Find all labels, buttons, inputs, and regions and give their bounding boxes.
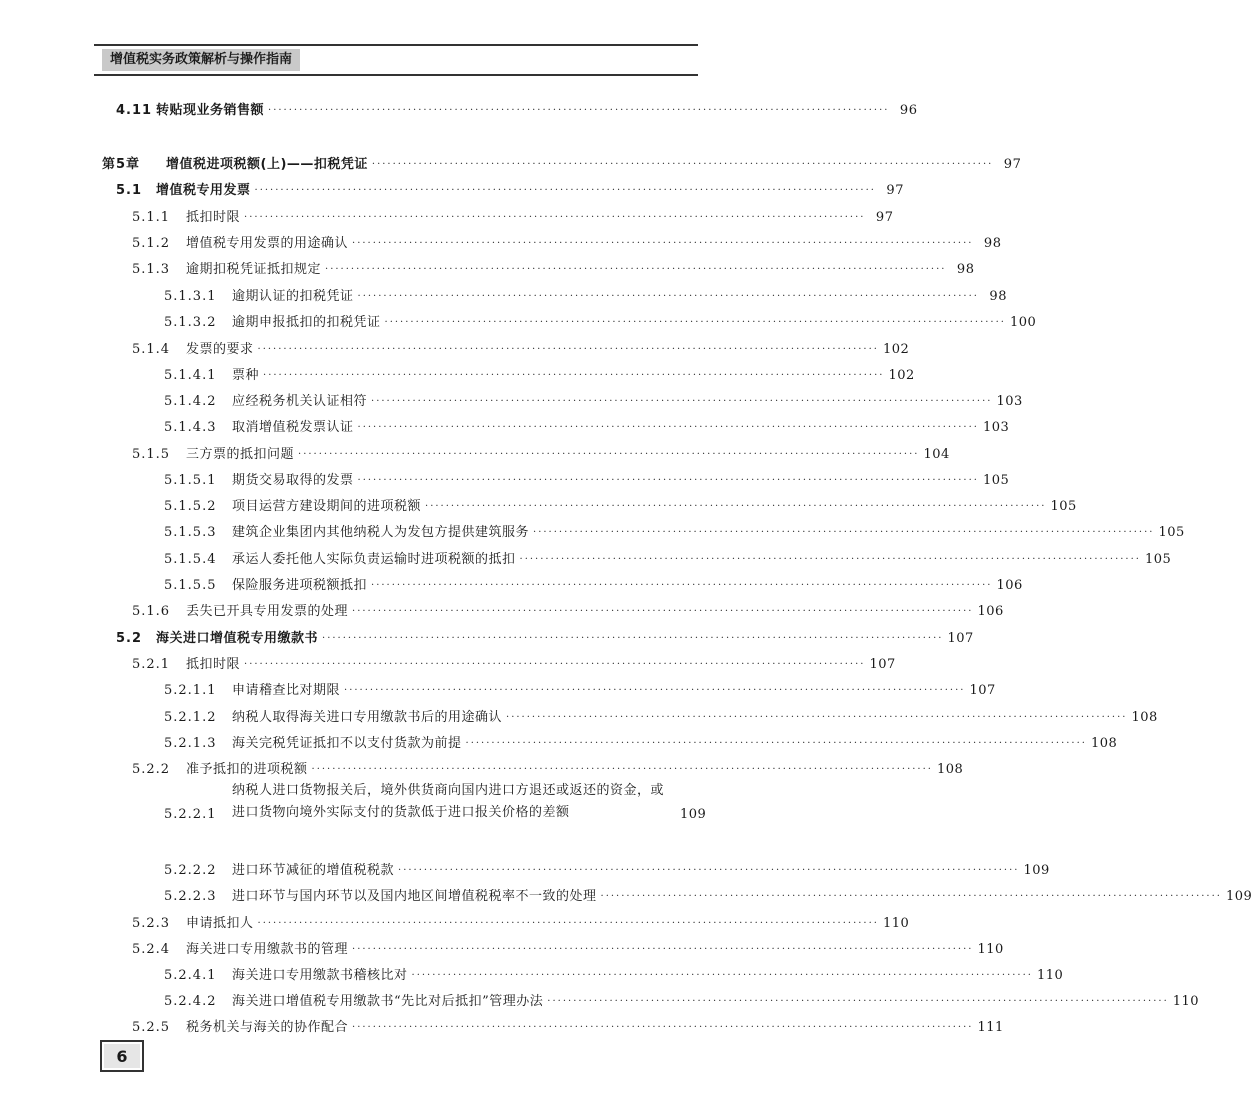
toc-entry-title: 纳税人进口货物报关后，境外供货商向国内进口方退还或返还的资金，或进口货物向境外实际支付的货款低于进口报关价格的差额 [232, 783, 665, 820]
toc-entry [164, 466, 1010, 490]
toc-entry-title: 三方票的抵扣问题 [186, 447, 295, 462]
toc-leader-dots: ························································································································ [352, 1022, 974, 1033]
toc-entry-title: 申请抵扣人 [186, 916, 254, 931]
toc-leader-dots: ························································································································ [371, 396, 993, 407]
toc-leader-dots: ························································································································ [298, 449, 920, 460]
toc-leader-dots: ························································································································ [244, 212, 866, 223]
toc-entry [132, 229, 1002, 253]
toc-entry-page: 109 [1023, 863, 1050, 878]
toc-leader-dots: ························································································································ [322, 633, 944, 644]
toc-entry [164, 780, 707, 824]
toc-entry-title: 取消增值税发票认证 [232, 420, 354, 435]
toc-entry-number: 5.1.4 [132, 342, 171, 357]
toc-entry-number: 5.2.4.1 [164, 968, 217, 983]
toc-entry-number: 5.1.5.5 [164, 578, 217, 593]
toc-entry [102, 150, 1022, 174]
toc-entry-number: 5.1.5 [132, 447, 171, 462]
toc-entry-page: 104 [923, 447, 950, 462]
toc-leader-dots: ························································································································ [398, 865, 1020, 876]
toc-leader-dots: ························································································································ [257, 344, 879, 355]
toc-entry [164, 571, 1023, 595]
toc-leader-dots: ························································································································ [352, 944, 974, 955]
toc-entry [164, 361, 915, 385]
toc-leader-dots: ························································································································ [547, 996, 1169, 1007]
toc-entry-page: 107 [947, 631, 974, 646]
toc-entry-title: 逾期认证的扣税凭证 [232, 289, 354, 304]
toc-leader-dots: ························································································································ [600, 891, 1222, 902]
book-title: 增值税实务政策解析与操作指南 [102, 49, 300, 71]
toc-entry-page: 110 [1036, 968, 1064, 983]
toc-entry [164, 308, 1037, 332]
toc-entry-page: 111 [977, 1020, 1004, 1035]
toc-entry-number: 5.1.5.3 [164, 525, 217, 540]
toc-leader-dots: ························································································································ [325, 264, 947, 275]
toc-entry-page: 96 [899, 103, 918, 118]
toc-entry [164, 413, 1010, 437]
toc-entry [164, 545, 1172, 569]
toc-entry-title: 增值税专用发票的用途确认 [186, 236, 349, 251]
toc-entry-title: 应经税务机关认证相符 [232, 394, 368, 409]
toc-entry-page: 107 [969, 683, 996, 698]
toc-entry-title: 保险服务进项税额抵扣 [232, 578, 368, 593]
toc-entry-number: 5.2.1.1 [164, 683, 217, 698]
toc-entry-title: 发票的要求 [186, 342, 254, 357]
toc-entry-number: 5.2 [116, 631, 143, 646]
toc-entry-number: 4.11 [116, 103, 153, 118]
toc-leader-dots: ························································································································ [465, 738, 1087, 749]
toc-entry-page: 110 [882, 916, 910, 931]
toc-entry-title: 增值税专用发票 [156, 183, 251, 198]
toc-entry [116, 96, 918, 120]
toc-entry [164, 729, 1118, 753]
toc-entry-number: 5.1.4.2 [164, 394, 217, 409]
toc-leader-dots: ························································································································ [257, 918, 879, 929]
toc-entry-number: 5.2.1.2 [164, 710, 217, 725]
toc-entry-page: 98 [983, 236, 1002, 251]
toc-entry-title: 抵扣时限 [186, 657, 241, 672]
toc-entry-number: 第5章 [102, 157, 141, 172]
toc-entry-title: 逾期扣税凭证抵扣规定 [186, 262, 322, 277]
toc-entry [132, 909, 910, 933]
toc-entry-page: 108 [936, 762, 964, 777]
toc-entry [132, 1013, 1004, 1037]
toc-entry-page: 103 [996, 394, 1023, 409]
toc-entry [132, 650, 896, 674]
toc-entry [132, 935, 1004, 959]
toc-entry-number: 5.1.3 [132, 262, 171, 277]
toc-leader-dots: ························································································································ [357, 475, 979, 486]
toc-entry [132, 597, 1004, 621]
toc-leader-dots: ························································································································ [268, 105, 890, 116]
toc-entry [132, 203, 894, 227]
toc-entry-title: 逾期申报抵扣的扣税凭证 [232, 315, 381, 330]
toc-leader-dots: ························································································································ [352, 606, 974, 617]
toc-entry-number: 5.1.3.2 [164, 315, 217, 330]
toc-entry-page: 108 [1090, 736, 1118, 751]
toc-entry-page: 97 [875, 210, 894, 225]
toc-entry [164, 492, 1077, 516]
toc-entry-number: 5.1.5.2 [164, 499, 217, 514]
toc-entry-page: 109 [1225, 889, 1252, 904]
toc-entry [116, 624, 974, 648]
toc-entry-page: 97 [1003, 157, 1022, 172]
toc-leader-dots: ························································································································ [352, 238, 974, 249]
toc-leader-dots: ························································································································ [519, 554, 1141, 565]
toc-leader-dots: ························································································································ [311, 764, 933, 775]
toc-entry-number: 5.2.2 [132, 762, 171, 777]
toc-entry-number: 5.2.4 [132, 942, 171, 957]
toc-entry [164, 961, 1064, 985]
toc-entry-number: 5.2.4.2 [164, 994, 217, 1009]
toc-entry-page: 105 [1158, 525, 1185, 540]
toc-leader-dots: ························································································································ [371, 580, 993, 591]
toc-entry-number: 5.2.1.3 [164, 736, 217, 751]
toc-entry-title: 抵扣时限 [186, 210, 241, 225]
toc-entry [164, 703, 1158, 727]
toc-entry [164, 856, 1050, 880]
toc-leader-dots: ························································································································ [533, 527, 1155, 538]
toc-entry-number: 5.1.3.1 [164, 289, 217, 304]
toc-entry [132, 335, 910, 359]
toc-entry-title: 承运人委托他人实际负责运输时进项税额的抵扣 [232, 552, 516, 567]
toc-entry-page: 108 [1131, 710, 1158, 725]
page-number: 6 [100, 1040, 144, 1072]
toc-entry-title: 建筑企业集团内其他纳税人为发包方提供建筑服务 [232, 525, 530, 540]
toc-entry-page: 110 [977, 942, 1004, 957]
toc-entry-number: 5.2.2.3 [164, 889, 217, 904]
toc-entry [164, 882, 1252, 906]
toc-leader-dots: ························································································································ [263, 370, 885, 381]
toc-entry-page: 106 [996, 578, 1023, 593]
toc-entry-page: 102 [888, 368, 915, 383]
toc-entry [164, 518, 1185, 542]
toc-entry-title: 申请稽查比对期限 [232, 683, 341, 698]
toc-entry [132, 440, 950, 464]
toc-entry-title: 增值税进项税额(上)——扣税凭证 [166, 157, 368, 172]
toc-entry-number: 5.2.2.2 [164, 863, 217, 878]
toc-entry-title: 海关进口增值税专用缴款书“先比对后抵扣”管理办法 [232, 994, 544, 1009]
toc-entry-number: 5.1.6 [132, 604, 171, 619]
toc-entry-title: 海关完税凭证抵扣不以支付货款为前提 [232, 736, 462, 751]
toc-entry-page: 98 [989, 289, 1007, 304]
toc-entry-number: 5.2.1 [132, 657, 171, 672]
toc-entry-title: 进口环节与国内环节以及国内地区间增值税税率不一致的处理 [232, 889, 597, 904]
toc-entry-title: 海关进口专用缴款书稽核比对 [232, 968, 408, 983]
toc-entry-number: 5.1.1 [132, 210, 171, 225]
toc-entry-number: 5.1.2 [132, 236, 171, 251]
toc-entry-number: 5.1.5.4 [164, 552, 217, 567]
toc-entry-number: 5.1.4.1 [164, 368, 217, 383]
toc-entry-page: 106 [977, 604, 1004, 619]
toc-entry-title: 税务机关与海关的协作配合 [186, 1020, 349, 1035]
toc-leader-dots: ························································································································ [254, 185, 876, 196]
toc-entry-page: 98 [956, 262, 975, 277]
toc-entry-page: 102 [882, 342, 910, 357]
toc-entry-number: 5.1.5.1 [164, 473, 217, 488]
toc-leader-dots: ························································································································ [344, 685, 966, 696]
toc-entry [164, 987, 1200, 1011]
toc-entry-title: 纳税人取得海关进口专用缴款书后的用途确认 [232, 710, 503, 725]
toc-entry [132, 255, 975, 279]
toc-entry-title: 期货交易取得的发票 [232, 473, 354, 488]
toc-entry-title: 转贴现业务销售额 [156, 103, 265, 118]
toc-entry-page: 97 [886, 183, 904, 198]
toc-leader-dots: ························································································································ [425, 501, 1047, 512]
toc-entry-page: 103 [982, 420, 1010, 435]
toc-entry [132, 755, 964, 779]
toc-entry-title: 项目运营方建设期间的进项税额 [232, 499, 422, 514]
toc-entry-number: 5.1.4.3 [164, 420, 217, 435]
toc-entry [164, 387, 1023, 411]
toc-leader-dots: ························································································································ [357, 422, 979, 433]
toc-leader-dots: ························································································································ [371, 159, 994, 170]
toc-entry-number: 5.1 [116, 183, 143, 198]
toc-entry-title: 准予抵扣的进项税额 [186, 762, 308, 777]
toc-entry-number: 5.2.3 [132, 916, 171, 931]
toc-entry [116, 176, 904, 200]
toc-leader-dots: ························································································································ [357, 291, 979, 302]
toc-entry-page: 107 [869, 657, 896, 672]
toc-entry-page: 109 [680, 807, 707, 822]
toc-entry [164, 676, 996, 700]
toc-entry-number: 5.2.5 [132, 1020, 171, 1035]
toc-leader-dots: ························································································································ [384, 317, 1006, 328]
toc-entry-page: 100 [1009, 315, 1037, 330]
toc-entry-title: 进口环节减征的增值税税款 [232, 863, 395, 878]
toc-entry-title: 丢失已开具专用发票的处理 [186, 604, 349, 619]
toc-entry-page: 105 [1050, 499, 1077, 514]
toc-entry-title: 海关进口增值税专用缴款书 [156, 631, 319, 646]
toc-leader-dots: ························································································································ [506, 712, 1128, 723]
toc-entry-page: 105 [982, 473, 1010, 488]
toc-leader-dots: ························································································································ [244, 659, 866, 670]
toc-leader-dots: ························································································································ [411, 970, 1033, 981]
toc-entry-page: 105 [1144, 552, 1172, 567]
toc-entry-title: 海关进口专用缴款书的管理 [186, 942, 349, 957]
toc-entry-number: 5.2.2.1 [164, 807, 217, 822]
running-header [94, 44, 698, 76]
toc-entry-title: 票种 [232, 368, 260, 383]
toc-entry [164, 282, 1007, 306]
toc-entry-page: 110 [1172, 994, 1200, 1009]
